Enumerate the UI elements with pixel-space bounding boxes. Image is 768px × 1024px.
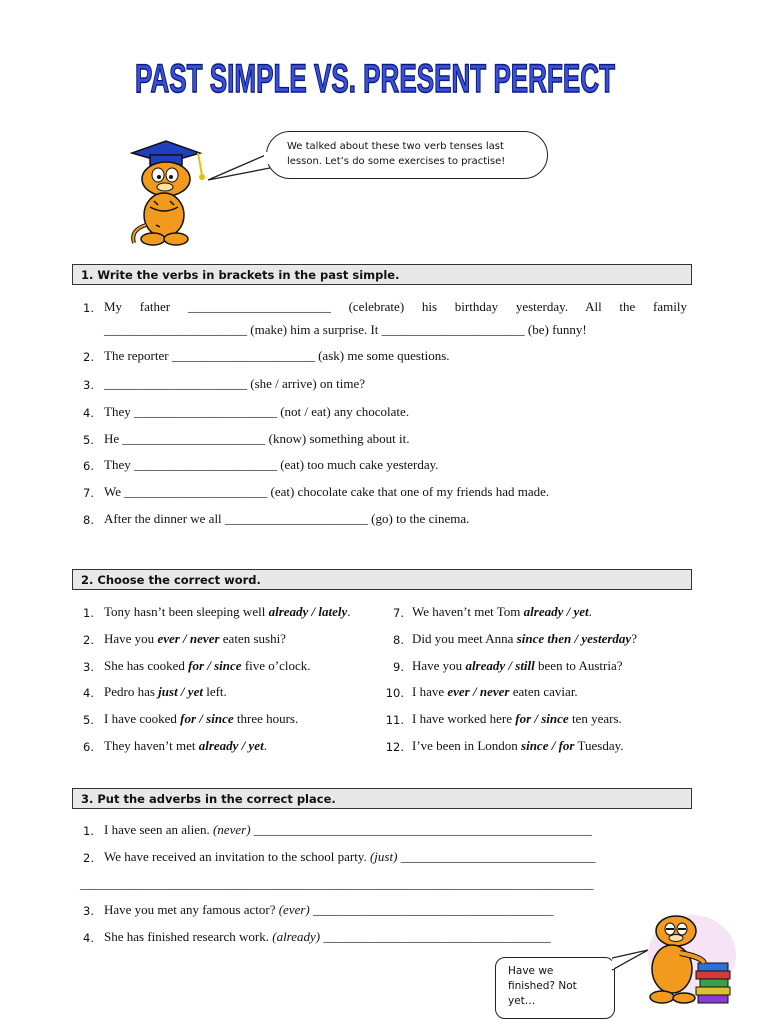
s2-item-text-end: . [347, 604, 351, 619]
s2-item-text-end: . [263, 738, 267, 753]
s2-item-text-end: ten years. [568, 711, 622, 726]
s2-item-text-end: been to Austria? [534, 658, 623, 673]
answer-line: ____________________________________________________ [250, 822, 592, 837]
answer-line: ______________________________ [397, 849, 596, 864]
s1-item-5: He ______________________ (know) something about it. [104, 431, 410, 446]
s3-item-num: 4. [83, 931, 94, 945]
s2-item-num: 5. [83, 713, 94, 727]
s2-item-text-end: ? [631, 631, 637, 646]
s2-item [412, 631, 637, 647]
worksheet-title [0, 52, 768, 108]
s2-item [104, 631, 286, 647]
s3-item-2 [104, 849, 596, 865]
s1-item-num: 7. [83, 486, 94, 500]
s2-item-num: 12. [385, 740, 404, 754]
end-speech-bubble: Have we finished? Not yet… [495, 957, 615, 1019]
s2-item-text: She has cooked [104, 658, 189, 673]
s2-item [104, 658, 311, 674]
s2-item-text: Have you [412, 658, 466, 673]
section-2-heading: 2. Choose the correct word. [72, 569, 692, 590]
s1-item-num: 1. [83, 301, 94, 315]
s2-item-num: 1. [83, 606, 94, 620]
s3-continuation-line: _______________________________________________________________________________ [80, 876, 594, 891]
s2-item-num: 9. [393, 660, 404, 674]
adverb-hint: (already) [272, 929, 321, 944]
adverb-hint: (ever) [278, 902, 310, 917]
s2-item-text: I have [412, 684, 448, 699]
s2-item-text-end: Tuesday. [574, 738, 624, 753]
s1-item-num: 4. [83, 406, 94, 420]
word-choice: since then / yesterday [516, 631, 632, 646]
s2-item-text-end: . [588, 604, 592, 619]
s1-item-num: 5. [83, 433, 94, 447]
s2-item-text-end: eaten sushi? [219, 631, 286, 646]
word-choice: already / yet [523, 604, 589, 619]
s1-item-num: 3. [83, 378, 94, 392]
word-choice: already / lately [268, 604, 348, 619]
s2-item-text-end: three hours. [233, 711, 299, 726]
word-choice: for / since [188, 658, 242, 673]
s1-item-6: They ______________________ (eat) too much cake yesterday. [104, 457, 439, 472]
s2-item-num: 8. [393, 633, 404, 647]
garfield-books-illustration [632, 905, 736, 1009]
s2-item-text: Have you [104, 631, 158, 646]
s1-item-4: They ______________________ (not / eat) any chocolate. [104, 404, 410, 419]
garfield-teacher-illustration [120, 135, 215, 250]
s1-item-8: After the dinner we all ______________________ (go) to the cinema. [104, 511, 470, 526]
s2-item-text: Pedro has [104, 684, 159, 699]
s2-item-text: I’ve been in London [412, 738, 522, 753]
s2-item-text: Did you meet Anna [412, 631, 517, 646]
s2-item-text-end: five o’clock. [241, 658, 311, 673]
s2-item-text-end: eaten caviar. [509, 684, 578, 699]
s1-item-3: ______________________ (she / arrive) on time? [104, 376, 366, 391]
s1-item-num: 6. [83, 459, 94, 473]
s2-item [104, 711, 298, 727]
word-choice: just / yet [158, 684, 203, 699]
s3-item-num: 1. [83, 824, 94, 838]
word-choice: for / since [180, 711, 234, 726]
s3-item-3 [104, 902, 554, 918]
s2-item [104, 604, 351, 620]
bubble-tail-cover [258, 150, 270, 166]
s1-item-2: The reporter ______________________ (ask) me some questions. [104, 348, 450, 363]
adverb-hint: (just) [369, 849, 398, 864]
word-choice: since / for [521, 738, 575, 753]
s2-item-text: We haven’t met Tom [412, 604, 524, 619]
s3-item-1 [104, 822, 592, 838]
s2-item [412, 604, 592, 620]
word-choice: already / still [465, 658, 535, 673]
adverb-hint: (never) [213, 822, 251, 837]
s1-item-num: 2. [83, 350, 94, 364]
s3-item-text: We have received an invitation to the school party. [104, 849, 370, 864]
s2-item [104, 738, 267, 754]
answer-line: ___________________________________ [320, 929, 551, 944]
s3-item-num: 2. [83, 851, 94, 865]
s1-item-num: 8. [83, 513, 94, 527]
s2-item-text: Tony hasn’t been sleeping well [104, 604, 269, 619]
s2-item-num: 2. [83, 633, 94, 647]
s2-item-text: I have cooked [104, 711, 181, 726]
s1-item-7: We ______________________ (eat) chocolate cake that one of my friends had made. [104, 484, 550, 499]
s2-item-num: 4. [83, 686, 94, 700]
s1-item-1-line-b: ______________________ (make) him a surprise. It ______________________ (be) funny! [104, 322, 587, 337]
s3-item-text: I have seen an alien. [104, 822, 214, 837]
s2-item-text-end: left. [202, 684, 227, 699]
section-3-heading: 3. Put the adverbs in the correct place. [72, 788, 692, 809]
s2-item-num: 6. [83, 740, 94, 754]
word-choice: ever / never [157, 631, 220, 646]
word-choice: for / since [515, 711, 569, 726]
s1-item-1-line-a: My father ______________________ (celebrate) his birthday yesterday. All the family [104, 299, 687, 314]
s3-item-text: She has finished research work. [104, 929, 273, 944]
s2-item [412, 684, 578, 700]
title-text: PAST SIMPLE VS. PRESENT PERFECT [135, 57, 615, 101]
s2-item-text: I have worked here [412, 711, 516, 726]
word-choice: ever / never [447, 684, 510, 699]
s2-item [412, 658, 623, 674]
s2-item-num: 11. [385, 713, 404, 727]
s3-item-4 [104, 929, 551, 945]
s2-item [104, 684, 227, 700]
s2-item [412, 738, 624, 754]
s2-item-num: 7. [393, 606, 404, 620]
s3-item-num: 3. [83, 904, 94, 918]
intro-speech-bubble: We talked about these two verb tenses last lesson. Let’s do some exercises to practise! [266, 131, 548, 179]
s2-item-text: They haven’t met [104, 738, 199, 753]
s2-item-num: 3. [83, 660, 94, 674]
s2-item [412, 711, 622, 727]
section-1-heading: 1. Write the verbs in brackets in the past simple. [72, 264, 692, 285]
s3-item-text: Have you met any famous actor? [104, 902, 279, 917]
word-choice: already / yet [198, 738, 264, 753]
s2-item-num: 10. [385, 686, 404, 700]
answer-line: _____________________________________ [309, 902, 554, 917]
